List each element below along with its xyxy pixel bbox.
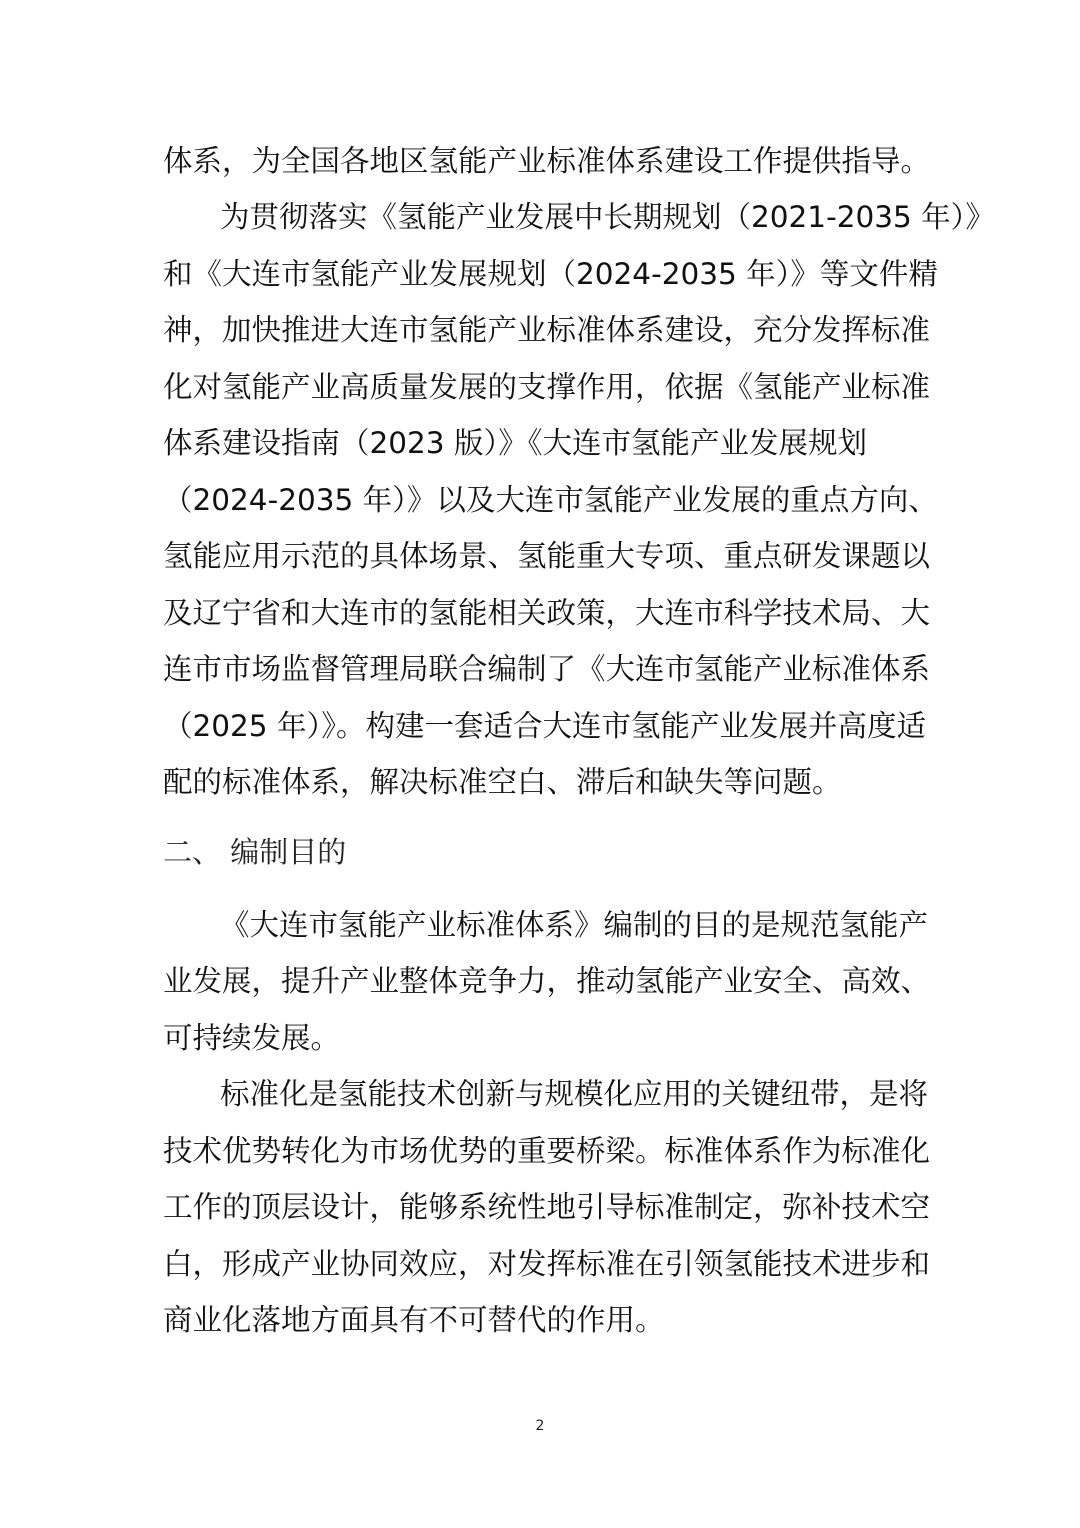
section-heading: 二、 编制目的 [163, 835, 347, 869]
paragraph-line: 可持续发展。 [163, 1021, 341, 1055]
paragraph-line: 连市市场监督管理局联合编制了《大连市氢能产业标准体系 [163, 652, 931, 686]
paragraph-line: （2025 年）》。构建一套适合大连市氢能产业发展并高度适 [163, 709, 926, 743]
paragraph-line: 标准化是氢能技术创新与规模化应用的关键纽带，是将 [220, 1077, 929, 1111]
paragraph-line: 技术优势转化为市场优势的重要桥梁。标准体系作为标准化 [163, 1134, 931, 1168]
paragraph-line: 配的标准体系，解决标准空白、滞后和缺失等问题。 [163, 765, 842, 799]
paragraph-line: 工作的顶层设计，能够系统性地引导标准制定，弥补技术空 [163, 1190, 931, 1224]
paragraph-line: 体系，为全国各地区氢能产业标准体系建设工作提供指导。 [163, 144, 931, 178]
paragraph-line: 及辽宁省和大连市的氢能相关政策，大连市科学技术局、大 [163, 596, 931, 630]
paragraph-line: 化对氢能产业高质量发展的支撑作用，依据《氢能产业标准 [163, 370, 931, 404]
paragraph-line: 业发展，提升产业整体竞争力，推动氢能产业安全、高效、 [163, 964, 931, 998]
paragraph-line: 体系建设指南（2023 版）》《大连市氢能产业发展规划 [163, 426, 867, 460]
paragraph-line: 商业化落地方面具有不可替代的作用。 [163, 1303, 665, 1337]
paragraph-line: 神，加快推进大连市氢能产业标准体系建设，充分发挥标准 [163, 313, 931, 347]
paragraph-line: 白，形成产业协同效应，对发挥标准在引领氢能技术进步和 [163, 1247, 931, 1281]
paragraph-line: 《大连市氢能产业标准体系》编制的目的是规范氢能产 [220, 908, 929, 942]
paragraph-line: （2024-2035 年）》以及大连市氢能产业发展的重点方向、 [163, 483, 938, 517]
paragraph-line: 为贯彻落实《氢能产业发展中长期规划（2021-2035 年）》 [220, 200, 995, 234]
page-number: 2 [535, 1418, 545, 1434]
paragraph-line: 和《大连市氢能产业发展规划（2024-2035 年）》等文件精 [163, 257, 938, 291]
paragraph-line: 氢能应用示范的具体场景、氢能重大专项、重点研发课题以 [163, 539, 931, 573]
